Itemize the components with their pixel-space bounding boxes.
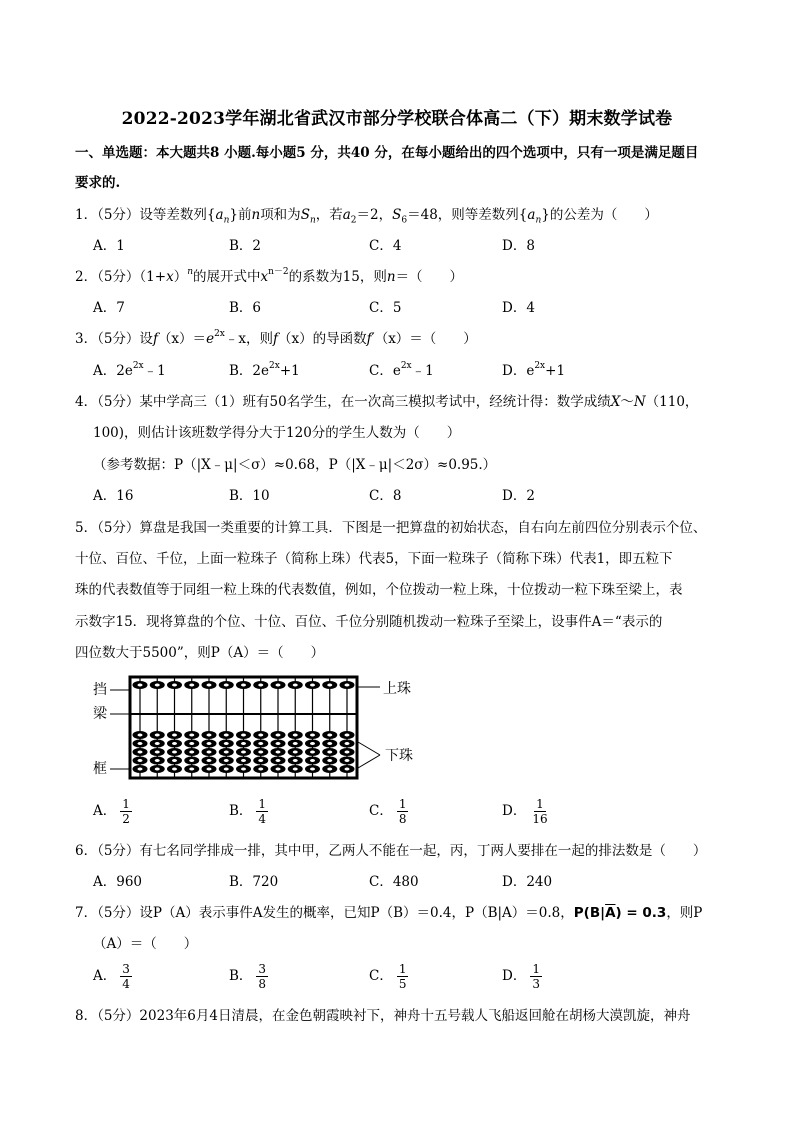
q5-option-d: D． $\frac{1}{16}$ bbox=[502, 797, 548, 826]
abacus-lower-bead-hole bbox=[345, 734, 350, 737]
abacus-lower-bead-hole bbox=[327, 751, 332, 754]
question-3: 3．（5分）设$f(x)=e^{2x}﹣x$，则f（x）的导函数f′（x）＝（ ） bbox=[75, 329, 477, 347]
q2-option-a: A．7 bbox=[93, 300, 125, 316]
q6-option-b: B．720 bbox=[229, 874, 279, 890]
abacus-upper-bead-hole bbox=[345, 684, 350, 687]
abacus-lower-bead-hole bbox=[345, 751, 350, 754]
question-2: 2．（5分）$(1+x)^n$的展开式中$x^{n-2}$的系数为15，则n＝（ ） bbox=[75, 267, 464, 285]
q3-option-b: B．$2e^{2x}+1$ bbox=[229, 361, 300, 379]
abacus-lower-bead-hole bbox=[276, 734, 281, 737]
abacus-lower-bead-hole bbox=[189, 751, 194, 754]
abacus-lower-bead-hole bbox=[293, 751, 298, 754]
abacus-upper-bead-hole bbox=[241, 684, 246, 687]
abacus-lower-bead-hole bbox=[155, 734, 160, 737]
q1-option-a: A．1 bbox=[93, 238, 125, 254]
abacus-upper-bead-hole bbox=[207, 684, 212, 687]
abacus-lower-bead-hole bbox=[207, 734, 212, 737]
q7-option-c: C． $\frac{1}{5}$ bbox=[369, 962, 407, 991]
abacus-upper-bead-hole bbox=[155, 684, 160, 687]
question-5-cont-3: 示数字15．现将算盘的个位、十位、百位、千位分别随机拨动一粒珠子至梁上，设事件A＝“表示的 bbox=[75, 614, 663, 630]
abacus-lower-bead-hole bbox=[189, 742, 194, 745]
q7-option-a: A． $\frac{3}{4}$ bbox=[93, 962, 130, 991]
abacus-lower-bead-hole bbox=[276, 742, 281, 745]
abacus-lower-bead-hole bbox=[172, 742, 177, 745]
abacus-lower-bead-hole bbox=[138, 768, 143, 771]
abacus-lower-bead-hole bbox=[172, 759, 177, 762]
question-7-cont: （A）＝（ ） bbox=[93, 936, 198, 952]
pointer-xiazhu-a bbox=[358, 742, 380, 755]
question-5-cont-4: 四位数大于5500”，则P（A）＝（ ） bbox=[75, 645, 325, 661]
abacus-lower-bead-hole bbox=[172, 734, 177, 737]
abacus-lower-bead-hole bbox=[207, 751, 212, 754]
q2-option-d: D．4 bbox=[502, 300, 535, 316]
abacus-lower-bead-hole bbox=[224, 751, 229, 754]
abacus-upper-bead-hole bbox=[327, 684, 332, 687]
abacus-lower-bead-hole bbox=[241, 742, 246, 745]
q3-option-d: D．$e^{2x}+1$ bbox=[502, 361, 566, 379]
question-6: 6．（5分）有七名同学排成一排，其中甲，乙两人不能在一起，丙，丁两人要排在一起的排法数是（ ） bbox=[75, 843, 707, 859]
q7-option-d: D． $\frac{1}{3}$ bbox=[502, 962, 540, 991]
abacus-lower-bead-hole bbox=[207, 768, 212, 771]
question-4-cont: 100)，则估计该班数学得分大于120分的学生人数为（ ） bbox=[93, 425, 461, 441]
question-4-reference: （参考数据：P（|X﹣μ|＜σ）≈0.68，P（|X﹣μ|＜2σ）≈0.95.） bbox=[93, 457, 497, 473]
label-kuang: 框 bbox=[93, 761, 107, 777]
abacus-lower-bead-hole bbox=[138, 751, 143, 754]
q6-option-c: C．480 bbox=[369, 874, 419, 890]
abacus-lower-bead-hole bbox=[155, 751, 160, 754]
abacus-lower-bead-hole bbox=[189, 759, 194, 762]
question-5-cont-2: 珠的代表数值等于同组一粒上珠的代表数值，例如，个位拨动一粒上珠，十位拨动一粒下珠至梁上，表 bbox=[75, 582, 683, 598]
section-header: 一、单选题：本大题共8 小题.每小题5 分，共40 分，在每小题给出的四个选项中，只有一项是满足题目 bbox=[75, 145, 699, 161]
abacus-lower-bead-hole bbox=[241, 734, 246, 737]
abacus-lower-bead-hole bbox=[224, 742, 229, 745]
abacus-lower-bead-hole bbox=[345, 759, 350, 762]
abacus-lower-bead-hole bbox=[172, 768, 177, 771]
question-7: 7．（5分）设P（A）表示事件A发生的概率，已知P（B）＝0.4，P（B|A）＝0.8，$P(B|\overline{A}) = 0.3$，则P bbox=[75, 905, 703, 921]
abacus-lower-bead-hole bbox=[293, 742, 298, 745]
abacus-lower-bead-hole bbox=[345, 768, 350, 771]
page-title: 2022-2023学年湖北省武汉市部分学校联合体高二（下）期末数学试卷 bbox=[121, 109, 673, 129]
q2-option-b: B．6 bbox=[229, 300, 262, 316]
abacus-figure bbox=[90, 672, 420, 784]
abacus-lower-bead-hole bbox=[293, 768, 298, 771]
abacus-lower-bead-hole bbox=[207, 742, 212, 745]
abacus-lower-bead-hole bbox=[241, 751, 246, 754]
q4-option-b: B．10 bbox=[229, 488, 270, 504]
label-liang: 梁 bbox=[93, 706, 107, 722]
q5-option-b: B． $\frac{1}{4}$ bbox=[229, 797, 267, 826]
question-5-cont-1: 十位、百位、千位，上面一粒珠子（简称上珠）代表5，下面一粒珠子（简称下珠）代表1，即五粒下 bbox=[75, 551, 673, 567]
abacus-upper-bead-hole bbox=[172, 684, 177, 687]
label-dang: 挡 bbox=[93, 682, 107, 698]
abacus-lower-bead-hole bbox=[207, 759, 212, 762]
q4-option-d: D．2 bbox=[502, 488, 535, 504]
abacus-lower-bead-hole bbox=[310, 751, 315, 754]
abacus-upper-bead-hole bbox=[258, 684, 263, 687]
section-header-cont: 要求的. bbox=[75, 175, 121, 191]
abacus-lower-bead-hole bbox=[189, 768, 194, 771]
abacus-lower-bead-hole bbox=[258, 742, 263, 745]
q7-option-b: B． $\frac{3}{8}$ bbox=[229, 962, 267, 991]
abacus-lower-bead-hole bbox=[138, 759, 143, 762]
abacus-lower-bead-hole bbox=[310, 768, 315, 771]
abacus-lower-bead-hole bbox=[327, 768, 332, 771]
abacus-lower-bead-hole bbox=[155, 768, 160, 771]
abacus-lower-bead-hole bbox=[241, 768, 246, 771]
abacus-lower-bead-hole bbox=[293, 759, 298, 762]
abacus-lower-bead-hole bbox=[172, 751, 177, 754]
abacus-lower-bead-hole bbox=[310, 742, 315, 745]
q3-option-c: C．$e^{2x}﹣1$ bbox=[369, 361, 434, 379]
abacus-lower-bead-hole bbox=[189, 734, 194, 737]
q1-option-b: B．2 bbox=[229, 238, 262, 254]
abacus-lower-bead-hole bbox=[224, 759, 229, 762]
abacus-lower-bead-hole bbox=[345, 742, 350, 745]
abacus-lower-bead-hole bbox=[258, 734, 263, 737]
q2-option-c: C．5 bbox=[369, 300, 402, 316]
q4-option-a: A．16 bbox=[93, 488, 134, 504]
abacus-lower-bead-hole bbox=[327, 742, 332, 745]
q4-option-c: C．8 bbox=[369, 488, 402, 504]
abacus-lower-bead-hole bbox=[293, 734, 298, 737]
abacus-lower-bead-hole bbox=[241, 759, 246, 762]
abacus-upper-bead-hole bbox=[189, 684, 194, 687]
abacus-lower-bead-hole bbox=[224, 734, 229, 737]
abacus-lower-bead-hole bbox=[310, 759, 315, 762]
abacus-lower-bead-hole bbox=[276, 768, 281, 771]
label-shangzhu: 上珠 bbox=[383, 681, 411, 697]
label-xiazhu: 下珠 bbox=[385, 748, 413, 764]
pointer-xiazhu-b bbox=[358, 755, 380, 768]
abacus-diagram bbox=[90, 672, 420, 784]
abacus-upper-bead-hole bbox=[276, 684, 281, 687]
abacus-lower-bead-hole bbox=[310, 734, 315, 737]
q5-option-c: C． $\frac{1}{8}$ bbox=[369, 797, 407, 826]
question-5: 5．（5分）算盘是我国一类重要的计算工具．下图是一把算盘的初始状态，自右向左前四位分别表示个位、 bbox=[75, 520, 707, 536]
q1-option-d: D．8 bbox=[502, 238, 535, 254]
q1-option-c: C．4 bbox=[369, 238, 402, 254]
q5-option-a: A． $\frac{1}{2}$ bbox=[93, 797, 130, 826]
abacus-lower-bead-hole bbox=[224, 768, 229, 771]
abacus-lower-bead-hole bbox=[327, 759, 332, 762]
abacus-lower-bead-hole bbox=[276, 759, 281, 762]
q6-option-a: A．960 bbox=[93, 874, 143, 890]
question-8: 8．（5分）2023年6月4日清晨，在金色朝霞映衬下，神舟十五号载人飞船返回舱在胡杨大漠凯旋，神舟 bbox=[75, 1008, 691, 1024]
abacus-lower-bead-hole bbox=[155, 742, 160, 745]
abacus-lower-bead-hole bbox=[258, 768, 263, 771]
abacus-upper-bead-hole bbox=[138, 684, 143, 687]
abacus-lower-bead-hole bbox=[327, 734, 332, 737]
abacus-lower-bead-hole bbox=[258, 751, 263, 754]
abacus-upper-bead-hole bbox=[293, 684, 298, 687]
abacus-lower-bead-hole bbox=[155, 759, 160, 762]
abacus-lower-bead-hole bbox=[138, 742, 143, 745]
abacus-lower-bead-hole bbox=[138, 734, 143, 737]
abacus-lower-bead-hole bbox=[258, 759, 263, 762]
question-1: 1．（5分）设等差数列$\{a_n\}$前n项和为$S_n$，若$a_2=2$，$S_6=48$，则等差数列$\{a_n\}$的公差为（ ） bbox=[75, 207, 658, 226]
abacus-upper-bead-hole bbox=[224, 684, 229, 687]
q3-option-a: A．$2e^{2x}﹣1$ bbox=[93, 361, 166, 379]
abacus-upper-bead-hole bbox=[310, 684, 315, 687]
abacus-lower-bead-hole bbox=[276, 751, 281, 754]
question-4: 4．（5分）某中学高三（1）班有50名学生，在一次高三模拟考试中，经统计得：数学成绩X～N（110， bbox=[75, 394, 699, 410]
q6-option-d: D．240 bbox=[502, 874, 553, 890]
